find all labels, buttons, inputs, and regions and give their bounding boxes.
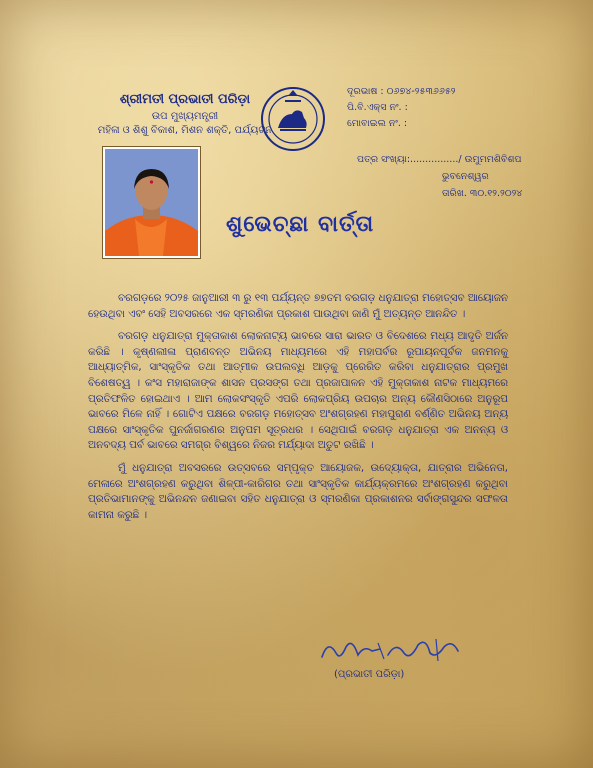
minister-designation: ଉପ ମୁଖ୍ୟମନ୍ତ୍ରୀ [151, 111, 219, 122]
letter-place: ଭୁବନେଶ୍ୱର [442, 171, 489, 182]
letter-date: ତାରିଖ. ୩୦.୧୨.୨୦୨୪ [442, 188, 523, 199]
letter-number: ପତ୍ର ସଂଖ୍ୟା:................/ ଉମୁମମଶିବିଶପ [357, 154, 522, 165]
handwritten-signature [318, 635, 468, 665]
page-title: ଶୁଭେଚ୍ଛା ବାର୍ତ୍ତା [226, 212, 375, 237]
signatory-name: (ପ୍ରଭାତୀ ପରିଡ଼ା) [334, 669, 405, 680]
paragraph-2: ବରଗଡ଼ ଧନୁଯାତ୍ରା ମୁକ୍ତାକାଶ ଲୋକନାଟ୍ୟ ଭାବରେ ସାରା ଭାରତ ଓ ବିଦେଶରେ ମଧ୍ୟ ଆଦୃତି ଅର୍ଜନ କରିଛି । କୃଷ୍ଣଲୀଳା ପ୍ରାଣବନ୍ତ ଅଭିନୟ ମାଧ୍ୟମରେ ଏହି ମହାପର୍ବର ରୂପାୟନପୂର୍ବକ ଜନମନକୁ ଆଧ୍ୟାତ୍ମିକ, ସାଂସ୍କୃତିକ ତଥା ଆତ୍ମୀକ ଉପଲବ୍ଧି ଆଡ଼କୁ ପ୍ରେରିତ କରିବା ଧନୁଯାତ୍ରାର ପ୍ରମୁଖ ବିଶେଷତ୍ୱ । କଂସ ମହାରାଜାଙ୍କ ଶାସନ ପ୍ରସଙ୍ଗ ତଥା ପ୍ରଜାପାଳନ ଏହି ମୁକ୍ତାକାଶ ନାଟକ ମାଧ୍ୟମରେ ପ୍ରତିଫଳିତ ହୋଇଥାଏ । ଆମ ଲୋକସଂସ୍କୃତି ଏପରି ଲୋକପ୍ରିୟ ଉପଚାର ଅନ୍ୟ କୌଣସିଠାରେ ଅନୁରୂପ ଭାବରେ ମିଳେ ନାହିଁ । ଗୋଟିଏ ପକ୍ଷରେ ବରଗଡ଼ ମହୋତ୍ସବ ଅଂଶଗ୍ରହଣ ମହାପୁରାଣ ବର୍ଣ୍ଣିତ ଅଭିନୟ ଅନ୍ୟ ପକ୍ଷରେ ସାଂସ୍କୃତିକ ପୁନର୍ଜାଗରଣର ଅନୁପମ ସୂତ୍ରଧର । ସେଥିପାଇଁ ବରଗଡ଼ ଧନୁଯାତ୍ରା ଏକ ଅନନ୍ୟ ଓ ଅନବଦ୍ୟ ପର୍ବ ଭାବରେ ସମଗ୍ର ବିଶ୍ୱରେ ନିଜର ମର୍ଯ୍ୟାଦା ଅତୁଟ ରଖିଛି । [88, 330, 508, 452]
minister-photo [103, 147, 200, 258]
minister-name: ଶ୍ରୀମତୀ ପ୍ରଭାତୀ ପରିଡ଼ା [119, 92, 251, 107]
letterhead-contacts [347, 84, 456, 132]
letter-reference [357, 151, 567, 202]
message-body [88, 291, 508, 530]
phone-line: ଦୂରଭାଷ : ୦୬୭୪-୨୫୩୬୬୫୨ [347, 86, 456, 97]
minister-departments: ମହିଳା ଓ ଶିଶୁ ବିକାଶ, ମିଶନ ଶକ୍ତି, ପର୍ଯ୍ୟଟନ [97, 125, 273, 136]
letterhead-left [90, 92, 280, 136]
paragraph-3: ମୁଁ ଧନୁଯାତ୍ରା ଅବସରରେ ଉତ୍ସବରେ ସମ୍ପୃକ୍ତ ଆୟୋଜକ, ଉଦ୍ୟୋକ୍ତା, ଯାତ୍ରାର ଅଭିନେତା, ମେଳାରେ ଅଂଶଗ୍ରହଣ କରୁଥିବା ଶିଳ୍ପୀ-କାରିଗର ତଥା ସାଂସ୍କୃତିକ କାର୍ଯ୍ୟକ୍ରମରେ ଅଂଶଗ୍ରହଣ କରୁଥିବା ପ୍ରତିଭାମାନଙ୍କୁ ଅଭିନନ୍ଦନ ଜଣାଇବା ସହିତ ଧନୁଯାତ୍ରା ଓ ସ୍ମରଣିକା ପ୍ରକାଶନର ସର୍ବାଙ୍ଗସୁନ୍ଦର ସଫଳତା କାମନା କରୁଛି । [88, 461, 508, 521]
paragraph-1: ବରଗଡ଼ରେ ୨୦୨୫ ଜାନୁଆରୀ ୩ ରୁ ୧୩ ପର୍ଯ୍ୟନ୍ତ ୭୭ତମ ବରଗଡ଼ ଧନୁଯାତ୍ରା ମହୋତ୍ସବ ଆୟୋଜନ ହେଉଥିବା ଏବଂ ସେହି ଅବସରରେ ଏକ ସ୍ମରଣିକା ପ୍ରକାଶ ପାଉଥିବା ଜାଣି ମୁଁ ଅତ୍ୟନ୍ତ ଆନନ୍ଦିତ । [88, 292, 508, 320]
mobile-line: ମୋବାଇଲ ନଂ. : [347, 118, 408, 129]
pbx-line: ପି.ବି.ଏକ୍ସ ନଂ. : [347, 102, 408, 113]
state-emblem-icon [258, 84, 328, 154]
